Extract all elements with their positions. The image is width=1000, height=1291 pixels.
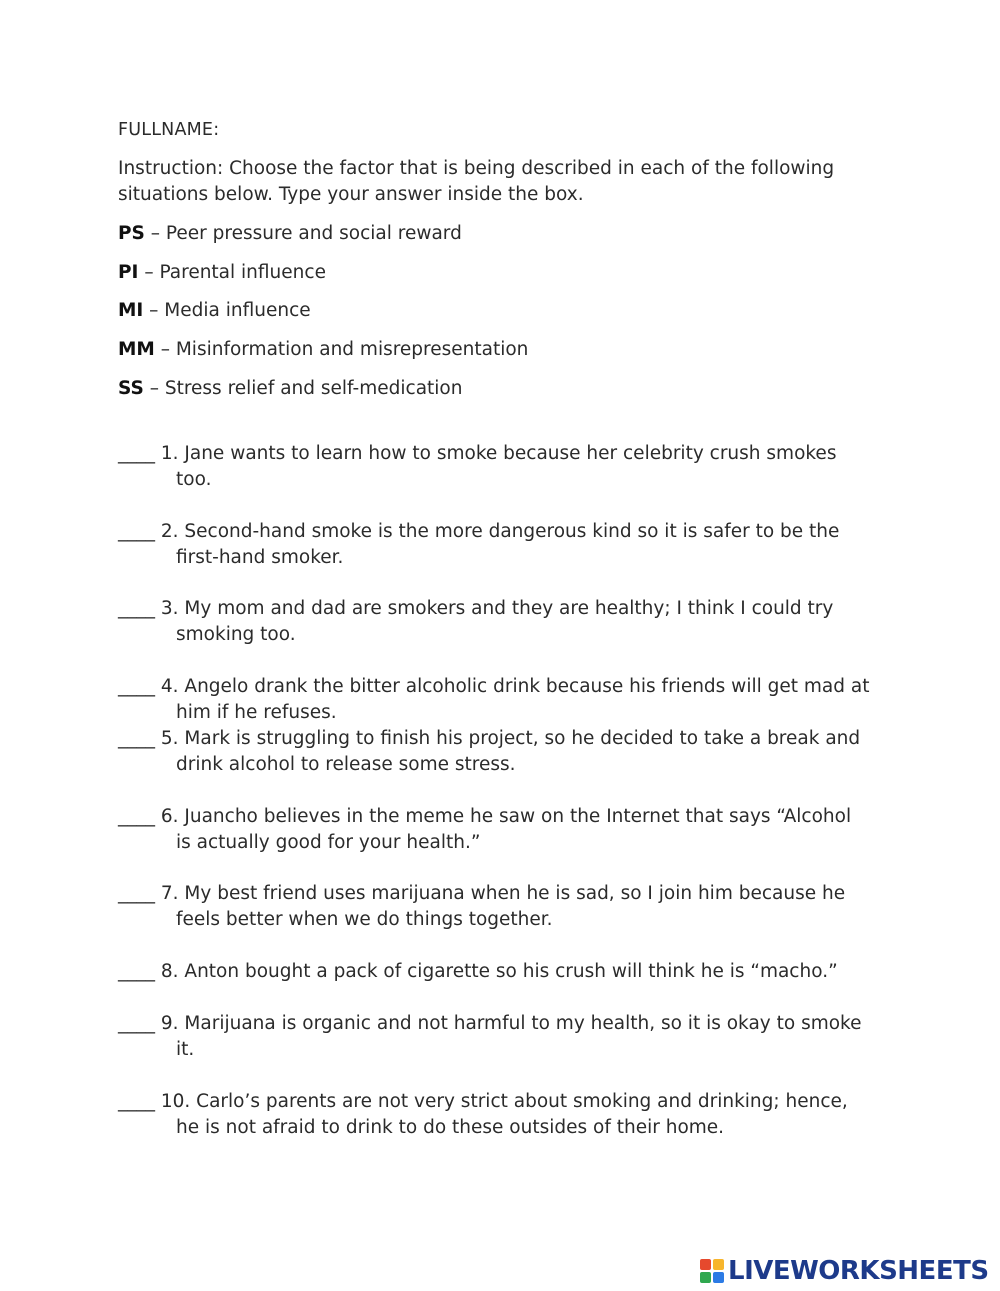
logo-blocks-icon [700, 1259, 724, 1283]
question-1-cont: too. [176, 469, 212, 490]
legend-item [118, 337, 528, 363]
legend-code: MI [118, 300, 144, 321]
instruction-line-1: Instruction: Choose the factor that is being described in each of the following [118, 158, 835, 179]
logo-block [713, 1272, 724, 1283]
legend-code: PS [118, 223, 145, 244]
legend-item [118, 221, 462, 247]
question-4[interactable]: ____ 4. Angelo drank the bitter alcoholic drink because his friends will get mad at [118, 676, 870, 697]
question-2-cont: first-hand smoker. [176, 547, 344, 568]
legend-item [118, 376, 462, 402]
liveworksheets-logo [700, 1255, 989, 1287]
question-3[interactable]: ____ 3. My mom and dad are smokers and they are healthy; I think I could try [118, 598, 834, 619]
legend-desc: – Peer pressure and social reward [144, 223, 462, 244]
legend-desc: – Misinformation and misrepresentation [154, 339, 529, 360]
question-10-cont: he is not afraid to drink to do these outsides of their home. [176, 1117, 725, 1138]
logo-block [713, 1259, 724, 1270]
fullname-label: FULLNAME: [118, 120, 220, 140]
question-6-cont: is actually good for your health.” [176, 832, 481, 853]
question-8[interactable]: ____ 8. Anton bought a pack of cigarette so his crush will think he is “macho.” [118, 961, 838, 982]
question-9[interactable]: ____ 9. Marijuana is organic and not harmful to my health, so it is okay to smoke [118, 1013, 862, 1034]
question-7[interactable]: ____ 7. My best friend uses marijuana when he is sad, so I join him because he [118, 883, 846, 904]
question-10[interactable]: ____ 10. Carlo’s parents are not very strict about smoking and drinking; hence, [118, 1091, 848, 1112]
legend-desc: – Parental influence [138, 262, 326, 283]
legend-code: SS [118, 378, 144, 399]
instruction-line-2: situations below. Type your answer inside the box. [118, 184, 584, 205]
question-2[interactable]: ____ 2. Second-hand smoke is the more dangerous kind so it is safer to be the [118, 521, 840, 542]
legend-code: PI [118, 262, 139, 283]
legend-desc: – Stress relief and self-medication [143, 378, 463, 399]
instruction-text [118, 156, 898, 208]
question-9-cont: it. [176, 1039, 195, 1060]
question-4-cont: him if he refuses. [176, 702, 337, 723]
question-7-cont: feels better when we do things together. [176, 909, 553, 930]
legend-desc: – Media influence [143, 300, 311, 321]
legend-item [118, 260, 326, 286]
legend-item [118, 298, 311, 324]
logo-block [700, 1272, 711, 1283]
logo-block [700, 1259, 711, 1270]
question-5[interactable]: ____ 5. Mark is struggling to finish his project, so he decided to take a break and [118, 728, 861, 749]
question-6[interactable]: ____ 6. Juancho believes in the meme he saw on the Internet that says “Alcohol [118, 806, 852, 827]
question-5-cont: drink alcohol to release some stress. [176, 754, 516, 775]
question-3-cont: smoking too. [176, 624, 296, 645]
logo-text: LIVEWORKSHEETS [728, 1256, 989, 1286]
question-1[interactable]: ____ 1. Jane wants to learn how to smoke because her celebrity crush smokes [118, 443, 837, 464]
legend-code: MM [118, 339, 155, 360]
